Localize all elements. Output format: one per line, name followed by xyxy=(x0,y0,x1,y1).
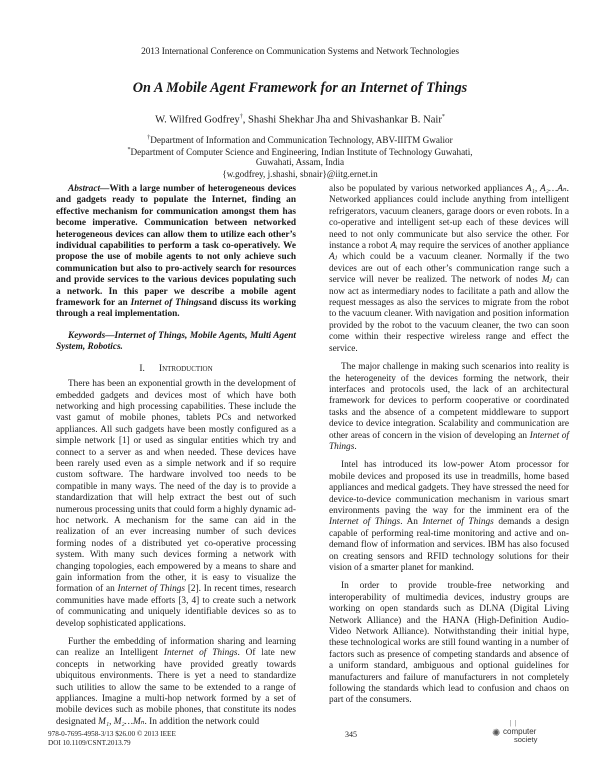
author-separator: , xyxy=(242,114,248,126)
author-1-mark: † xyxy=(239,114,243,120)
math-symbol: M₁, M₂…Mₙ xyxy=(98,716,145,727)
section-title: Introduction xyxy=(158,363,213,374)
gear-icon: ✺ xyxy=(492,728,501,739)
text-run: also be populated by various networked appliances xyxy=(329,184,526,194)
affiliation-2-mark: * xyxy=(127,147,131,153)
italic-term: Internet of Things xyxy=(163,648,238,659)
author-2-3: Shashi Shekhar Jha and Shivashankar B. Nair xyxy=(248,114,442,126)
italic-term: Internet of Things xyxy=(422,517,494,528)
math-symbol: Aᵢ xyxy=(390,241,398,252)
math-symbol: A₁, A₂…Aₙ xyxy=(525,184,567,194)
abstract-dash: — xyxy=(100,184,110,194)
left-column xyxy=(56,184,296,735)
keywords-dash: — xyxy=(105,330,115,341)
abstract-italic: Internet of Things xyxy=(130,298,203,309)
page-number: 345 xyxy=(345,730,357,739)
footer-left xyxy=(48,730,176,748)
abstract-text-1: With a large number of heterogeneous devices and gadgets ready to populate the Internet, finding an effective mechanism for communication amongst them has become imperative. Communication between networked heterogeneous devices can allow them to utilize each other’s individual capabilities to perform a task co-operatively. We propose the use of mobile agents to not only achieve such communication but also to pro-actively search for resources and provide services to the various devices populating such a network. In this paper we describe a mobile agent framework for an xyxy=(56,184,296,309)
text-run: can now act as intermediary nodes to facilitate a path and allow the request messages as also the services to migrate from the robot to the vacuum cleaner. With navigation and position information provided by the robot to the vacuum cleaner, the two can soon come within their respective wireless range and effect the service. xyxy=(329,275,569,354)
text-run: The major challenge in making such scenarios into reality is the heterogeneity of the devices forming the network, their interfaces and protocols used, the lack of an architectural framework for devices to perform cooperative or coordinated tasks and the absence of a competent middleware to support device to device integration. Scalability and communication are other areas of concern in the vision of developing an xyxy=(329,362,569,441)
isbn-line: 978-0-7695-4958-3/13 $26.00 © 2013 IEEE xyxy=(48,730,176,738)
affiliation-2-text: Department of Computer Science and Engineering, Indian Institute of Technology Guwahati, xyxy=(130,147,473,158)
affiliation-1-text: Department of Information and Communication Technology, ABV-IIITM Gwalior xyxy=(150,135,453,146)
keywords xyxy=(56,331,296,354)
abstract-label: Abstract xyxy=(68,184,101,194)
abstract xyxy=(56,184,296,321)
author-1: W. Wilfred Godfrey xyxy=(155,114,240,126)
paper-title: On A Mobile Agent Framework for an Internet of Things xyxy=(132,80,468,96)
paragraph-2 xyxy=(56,637,296,728)
authors-line xyxy=(0,114,600,126)
math-symbol: Mⱼ xyxy=(541,275,553,286)
text-run: may require the services of another appliance xyxy=(397,241,569,252)
text-run: demands a design capable of performing real-time monitoring and active and on-demand flow of information and services. IBM has also focused on creating sensors and RFID technology solutions for their vision of a smarter planet for mankind. xyxy=(329,517,569,573)
affiliation-1-mark: † xyxy=(147,135,151,141)
text-run: which could be a vacuum cleaner. Normally if the two devices are out of each other’s communication range such a service will never be realized. The network of nodes xyxy=(329,252,569,286)
right-column xyxy=(329,184,569,714)
text-run: There has been an exponential growth in the development of embedded gadgets and devices most of which have both networking and high processing capabilities. These include the vast gamut of mobile phones, tablets PCs and networked appliances. All such gadgets have been mostly configured as a simple network [1] or used as singular entities which try and connect to a server as and when needed. These devices have been rarely used even as a simple network and if so require custom software. The hardware involved too needs to be compatible in many ways. The need of the day is to provide a standardization that will help extract the best out of such numerous processing units that could form a highly dynamic ad-hoc network. A mechanism for the same can aid in the realization of an ever increasing number of such devices forming nodes of a distributed yet co-operative processing system. With many such devices forming a network with changing topologies, each empowered by a means to share and gain information from the other, it is easy to visualize the formation of an xyxy=(56,379,296,595)
math-symbol: Aⱼ xyxy=(329,252,338,263)
doi-line: DOI 10.1109/CSNT.2013.79 xyxy=(48,739,131,747)
conference-header: 2013 International Conference on Communication Systems and Network Technologies xyxy=(141,47,459,57)
abstract-text-2: and discuss its working through a real implementation. xyxy=(56,298,296,320)
text-run: . Networked appliances could include anything from intelligent refrigerators, vacuum cleaners, garage doors or even robots. In a co-operative and intelligent set-up each of these devices will need to not only communicate but also service the other. For instance a robot xyxy=(329,184,569,252)
keywords-text: Internet of Things, Mobile Agents, Multi Agent System, Robotics. xyxy=(56,330,296,353)
text-run: . Of late new concepts in networking have provided greatly towards ubiquitous environments. There is yet a need to standardize such utilities to allow the same to be extended to a range of appliances. Imagine a multi-hop network formed by a set of mobile devices such as mobile phones, that constitute its nodes designated xyxy=(56,648,296,727)
italic-term: Internet of Things xyxy=(329,517,401,528)
logo-text-society: society xyxy=(514,735,538,744)
text-run: Further the embedding of information sharing and learning can realize an Intelligent xyxy=(56,637,296,659)
text-run: . In addition the network could xyxy=(144,716,260,727)
section-number: I. xyxy=(139,363,145,374)
computer-society-logo xyxy=(492,718,562,748)
italic-term: Internet of Things xyxy=(117,584,186,595)
logo-text-computer: computer xyxy=(503,727,537,736)
paragraph-3 xyxy=(329,184,569,355)
author-2-mark: * xyxy=(441,114,445,120)
text-run: Intel has introduced its low-power Atom processor for mobile devices and proposed its use in treadmills, home based appliances and medical gadgets. They have stressed the need for device-to-device communication mechanism in various smart environments paving the way for the imminent era of the xyxy=(329,460,569,516)
paragraph-5 xyxy=(329,460,569,574)
keywords-label: Keywords xyxy=(68,330,106,341)
text-run: [2]. In recent times, research communities have made efforts [3, 4] to create such a network of communicating and uniquely identifiable devices so as to develop sophisticated applications. xyxy=(56,584,296,629)
paragraph-4 xyxy=(329,362,569,453)
paragraph-1 xyxy=(56,379,296,630)
affiliation-location: Guwahati, Assam, India xyxy=(255,157,345,167)
text-run: . An xyxy=(400,517,423,528)
paragraph-6: In order to provide trouble-free networking and interoperability of multimedia devices, industry groups are working on open standards such as DLNA (Digital Living Network Alliance) and the HANA (High-Definition Audio-Video Network Alliance). Notwithstanding their initial hype, these technological works are still found wanting in a number of factors such as presence of competing standards and absence of a uniform standard, ambiguous and optional guidelines for manufacturers and failure of manufacturers in not completely following the standards which lead to confusion and chaos on part of the consumers. xyxy=(329,581,569,706)
logo-bars-icon: | | xyxy=(510,719,518,727)
italic-term: Internet of Things xyxy=(329,430,569,452)
section-heading-introduction xyxy=(56,364,296,375)
author-emails: {w.godfrey, j.shashi, sbnair}@iitg.ernet.in xyxy=(222,169,378,179)
text-run: . xyxy=(354,441,357,452)
